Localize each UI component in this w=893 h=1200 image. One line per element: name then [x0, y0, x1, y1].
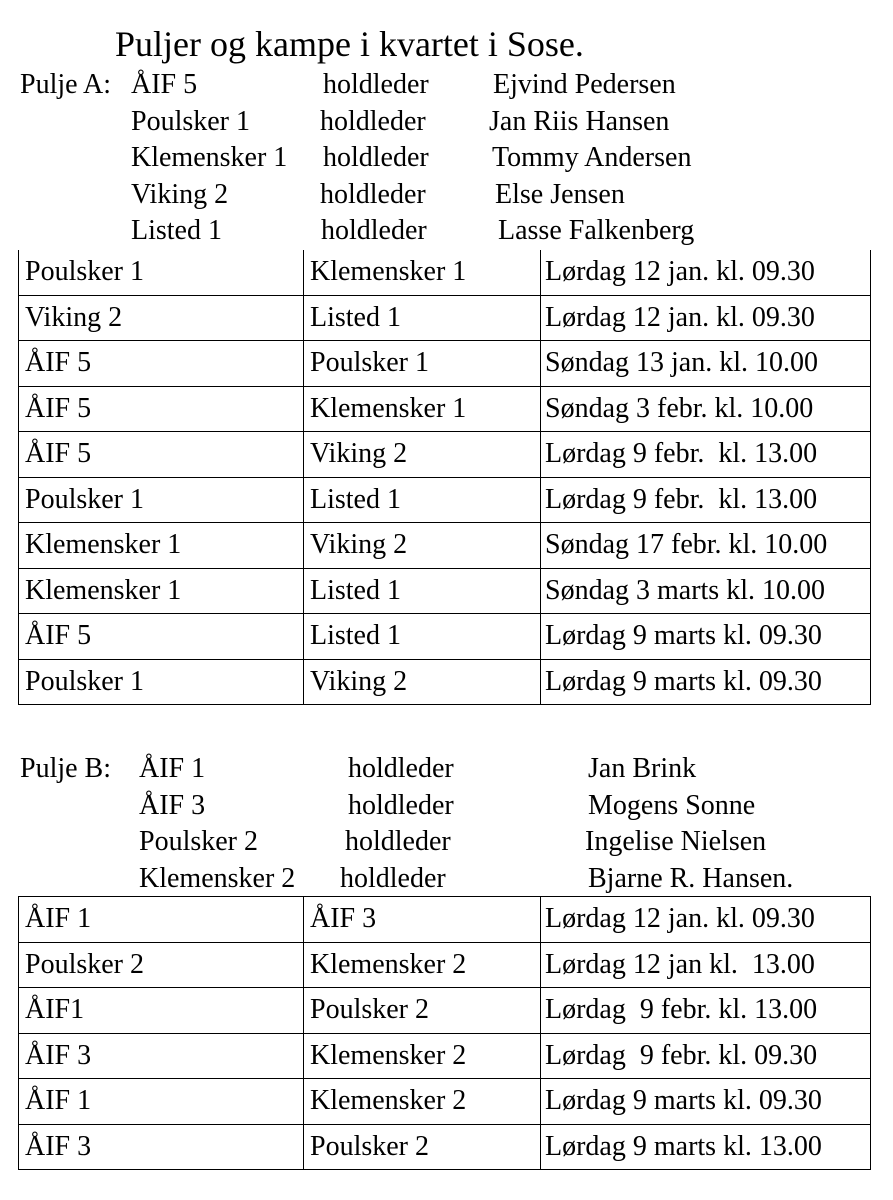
- home-team: ÅIF 3: [19, 1124, 304, 1170]
- away-team: Listed 1: [304, 295, 541, 341]
- table-row: [19, 295, 871, 341]
- away-team: Poulsker 2: [304, 1124, 541, 1170]
- away-team: Listed 1: [304, 477, 541, 523]
- match-time: Lørdag 9 marts kl. 09.30: [541, 1079, 871, 1125]
- match-time: Lørdag 12 jan. kl. 09.30: [541, 295, 871, 341]
- team-name: ÅIF 3: [139, 789, 206, 821]
- leader-name: Jan Riis Hansen: [489, 105, 670, 137]
- away-team: Klemensker 2: [304, 1033, 541, 1079]
- pool-label: Pulje B:: [20, 753, 112, 784]
- leader-name: Jan Brink: [588, 753, 697, 784]
- home-team: Viking 2: [19, 295, 304, 341]
- role-label: holdleder: [321, 215, 427, 246]
- role-label: holdleder: [320, 178, 426, 210]
- home-team: ÅIF 5: [19, 341, 304, 387]
- leader-name: Ingelise Nielsen: [585, 826, 767, 857]
- team-name: Listed 1: [131, 215, 222, 246]
- away-team: Listed 1: [304, 614, 541, 660]
- role-label: holdleder: [345, 826, 451, 857]
- home-team: Poulsker 2: [19, 942, 304, 988]
- match-time: Lørdag 9 febr. kl. 13.00: [541, 988, 871, 1034]
- pool-a-roster: [20, 67, 880, 250]
- table-row: [19, 1033, 871, 1079]
- match-time: Lørdag 9 febr. kl. 09.30: [541, 1033, 871, 1079]
- home-team: Klemensker 1: [19, 523, 304, 569]
- role-label: holdleder: [348, 789, 454, 821]
- pool-b-match-table: [18, 896, 871, 1170]
- match-time: Lørdag 12 jan. kl. 09.30: [541, 897, 871, 943]
- match-time: Lørdag 9 febr. kl. 13.00: [541, 477, 871, 523]
- match-time: Lørdag 9 marts kl. 09.30: [541, 659, 871, 705]
- home-team: Poulsker 1: [19, 250, 304, 295]
- away-team: Poulsker 2: [304, 988, 541, 1034]
- table-row: [19, 568, 871, 614]
- roster-row: [20, 213, 880, 250]
- table-row: [19, 897, 871, 943]
- team-name: Klemensker 2: [139, 862, 296, 894]
- roster-row: [20, 67, 880, 104]
- role-label: holdleder: [323, 142, 429, 173]
- roster-row: [20, 751, 880, 788]
- table-row: [19, 386, 871, 432]
- role-label: holdleder: [323, 69, 429, 100]
- home-team: ÅIF 1: [19, 1079, 304, 1125]
- roster-row: [20, 861, 880, 898]
- pool-label: Pulje A:: [20, 69, 112, 100]
- pool-a-match-table: [18, 250, 871, 705]
- away-team: Klemensker 2: [304, 1079, 541, 1125]
- table-row: [19, 659, 871, 705]
- table-row: [19, 523, 871, 569]
- table-row: [19, 942, 871, 988]
- match-time: Søndag 17 febr. kl. 10.00: [541, 523, 871, 569]
- pool-b-roster: [20, 751, 880, 897]
- match-time: Søndag 3 marts kl. 10.00: [541, 568, 871, 614]
- table-row: [19, 1124, 871, 1170]
- home-team: Poulsker 1: [19, 659, 304, 705]
- away-team: Listed 1: [304, 568, 541, 614]
- match-time: Lørdag 12 jan. kl. 09.30: [541, 250, 871, 295]
- away-team: Klemensker 1: [304, 250, 541, 295]
- table-row: [19, 988, 871, 1034]
- role-label: holdleder: [320, 105, 426, 137]
- role-label: holdleder: [348, 753, 454, 784]
- leader-name: Mogens Sonne: [588, 789, 756, 821]
- home-team: Klemensker 1: [19, 568, 304, 614]
- team-name: Viking 2: [131, 178, 229, 210]
- home-team: ÅIF 3: [19, 1033, 304, 1079]
- table-row: [19, 614, 871, 660]
- match-time: Lørdag 9 marts kl. 09.30: [541, 614, 871, 660]
- table-row: [19, 477, 871, 523]
- home-team: ÅIF 5: [19, 614, 304, 660]
- away-team: Klemensker 2: [304, 942, 541, 988]
- away-team: Viking 2: [304, 432, 541, 478]
- home-team: ÅIF 5: [19, 386, 304, 432]
- team-name: Poulsker 1: [131, 105, 250, 137]
- roster-row: [20, 788, 880, 825]
- leader-name: Lasse Falkenberg: [498, 215, 695, 246]
- roster-row: [20, 824, 880, 861]
- team-name: ÅIF 1: [139, 753, 206, 784]
- away-team: Viking 2: [304, 659, 541, 705]
- role-label: holdleder: [340, 862, 446, 894]
- home-team: ÅIF 5: [19, 432, 304, 478]
- match-time: Lørdag 12 jan kl. 13.00: [541, 942, 871, 988]
- home-team: ÅIF 1: [19, 897, 304, 943]
- leader-name: Ejvind Pedersen: [493, 69, 676, 100]
- page-title: Puljer og kampe i kvartet i Sose.: [115, 24, 584, 64]
- table-row: [19, 432, 871, 478]
- match-time: Lørdag 9 marts kl. 13.00: [541, 1124, 871, 1170]
- home-team: ÅIF1: [19, 988, 304, 1034]
- leader-name: Else Jensen: [495, 178, 625, 210]
- match-time: Søndag 13 jan. kl. 10.00: [541, 341, 871, 387]
- leader-name: Bjarne R. Hansen.: [588, 862, 794, 894]
- away-team: Viking 2: [304, 523, 541, 569]
- table-row: [19, 250, 871, 295]
- team-name: Poulsker 2: [139, 826, 258, 857]
- leader-name: Tommy Andersen: [492, 142, 692, 173]
- team-name: ÅIF 5: [131, 69, 198, 100]
- roster-row: [20, 177, 880, 214]
- team-name: Klemensker 1: [131, 142, 288, 173]
- table-row: [19, 1079, 871, 1125]
- match-time: Søndag 3 febr. kl. 10.00: [541, 386, 871, 432]
- table-row: [19, 341, 871, 387]
- home-team: Poulsker 1: [19, 477, 304, 523]
- away-team: Poulsker 1: [304, 341, 541, 387]
- roster-row: [20, 140, 880, 177]
- away-team: ÅIF 3: [304, 897, 541, 943]
- match-time: Lørdag 9 febr. kl. 13.00: [541, 432, 871, 478]
- roster-row: [20, 104, 880, 141]
- away-team: Klemensker 1: [304, 386, 541, 432]
